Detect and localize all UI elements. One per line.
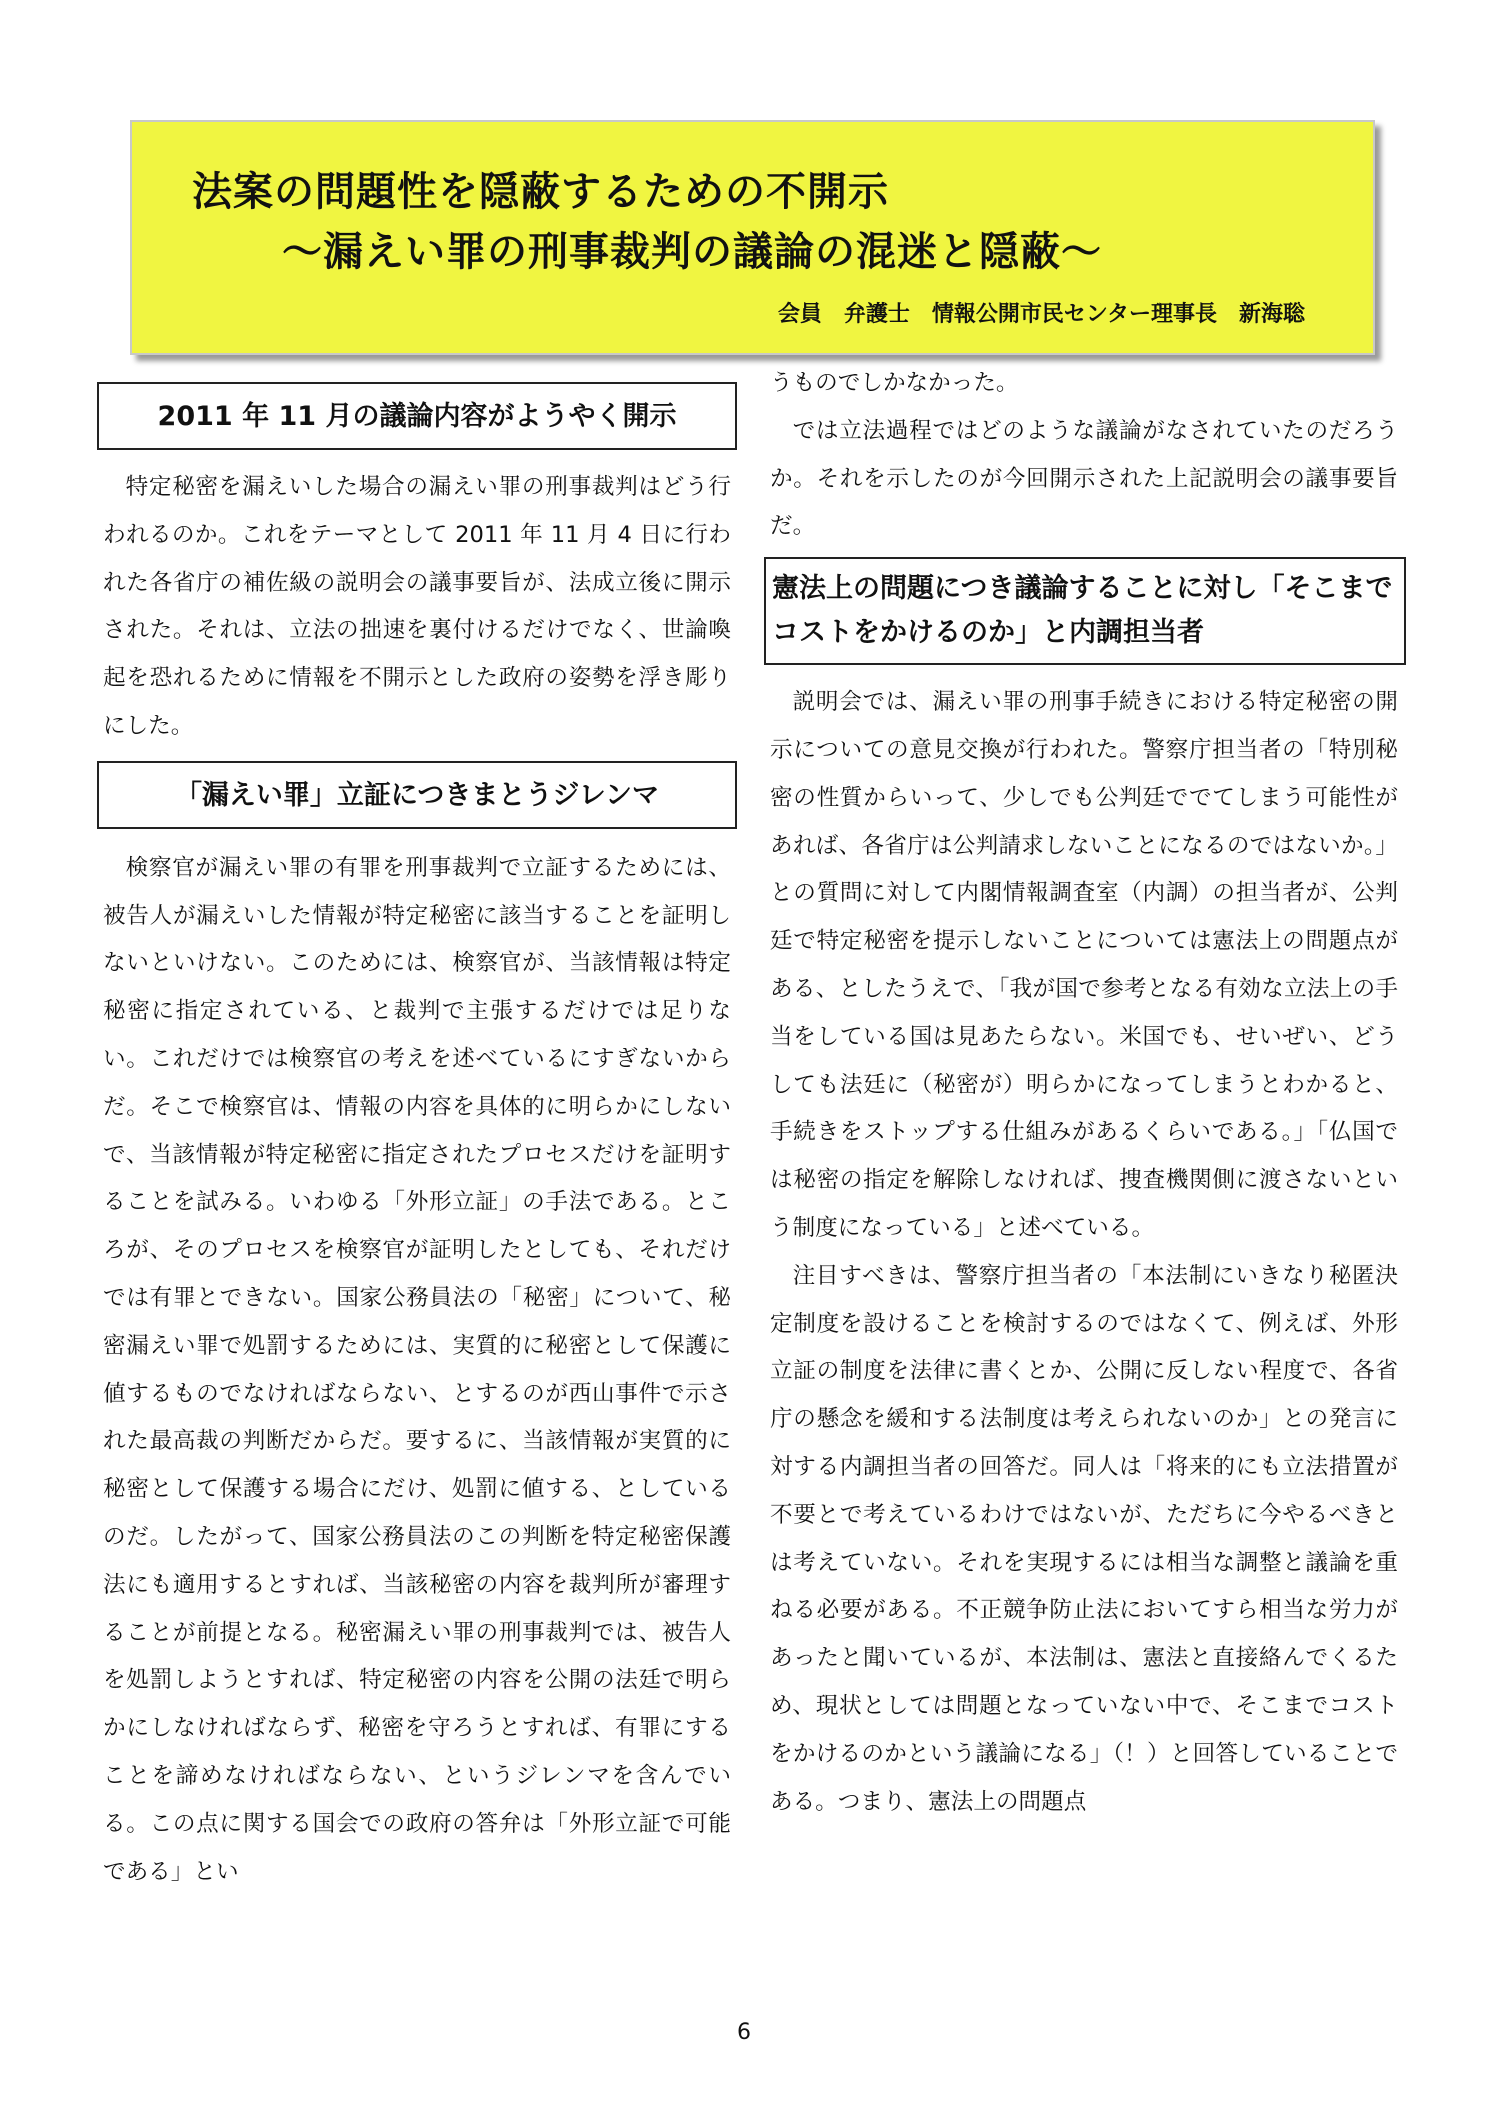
section-heading-dilemma: 「漏えい罪」立証につきまとうジレンマ [97, 761, 737, 829]
section-heading-disclosure: 2011 年 11 月の議論内容がようやく開示 [97, 382, 737, 450]
paragraph-briefing: 説明会では、漏えい罪の刑事手続きにおける特定秘密の開示についての意見交換が行われた。警察庁担当者の「特別秘密の性質からいって、少しでも公判廷ででてしまう可能性があれば、各省庁は公判請求しないことになるのではないか。」との質問に対して内閣情報調査室（内調）の担当者が、公判廷で特定秘密を提示しないことについては憲法上の問題点がある、としたうえで、「我が国で参考となる有効な立法上の手当をしている国は見あたらない。米国でも、せいぜい、どうしても法廷に（秘密が）明らかになってしまうとわかると、手続きをストップする仕組みがあるくらいである。」「仏国では秘密の指定を解除しなければ、捜査機関側に渡さないという制度になっている」と述べている。 [770, 689, 1398, 1241]
author-byline: 会員 弁護士 情報公開市民センター理事長 新海聡 [777, 302, 1305, 327]
right-column [770, 370, 1398, 1826]
article-subtitle: ～漏えい罪の刑事裁判の議論の混迷と隠蔽～ [282, 229, 1102, 275]
paragraph-notable: 注目すべきは、警察庁担当者の「本法制にいきなり秘匿決定制度を設けることを検討するのではなくて、例えば、外形立証の制度を法律に書くとか、公開に反しない程度で、各省庁の懸念を緩和する法制度は考えられないのか」との発言に対する内調担当者の回答だ。同人は「将来的にも立法措置が不要とで考えているわけではないが、ただちに今やるべきとは考えていない。それを実現するには相当な調整と議論を重ねる必要がある。不正競争防止法においてすら相当な労力があったと聞いているが、本法制は、憲法と直接絡んでくるため、現状としては問題となっていない中で、そこまでコストをかけるのかという議論になる」（！）と回答していることである。つまり、憲法上の問題点 [770, 1262, 1398, 1815]
article-title: 法案の問題性を隠蔽するための不開示 [192, 169, 889, 215]
left-column [103, 382, 731, 1896]
page-number: 6 [737, 2020, 751, 2045]
paragraph-continued: うものでしかなかった。 [770, 370, 1019, 396]
paragraph-dilemma: 検察官が漏えい罪の有罪を刑事裁判で立証するためには、被告人が漏えいした情報が特定秘密に該当することを証明しないといけない。このためには、検察官が、当該情報は特定秘密に指定されている、と裁判で主張するだけでは足りない。これだけでは検察官の考えを述べているにすぎないからだ。そこで検察官は、情報の内容を具体的に明らかにしないで、当該情報が特定秘密に指定されたプロセスだけを証明することを試みる。いわゆる「外形立証」の手法である。ところが、そのプロセスを検察官が証明したとしても、それだけでは有罪とできない。国家公務員法の「秘密」について、秘密漏えい罪で処罰するためには、実質的に秘密として保護に値するものでなければならない、とするのが西山事件で示された最高裁の判断だからだ。要するに、当該情報が実質的に秘密として保護する場合にだけ、処罰に値する、としているのだ。したがって、国家公務員法のこの判断を特定秘密保護法にも適用するとすれば、当該秘密の内容を裁判所が審理することが前提となる。秘密漏えい罪の刑事裁判では、被告人を処罰しようとすれば、特定秘密の内容を公開の法廷で明らかにしなければならず、秘密を守ろうとすれば、有罪にすることを諦めなければならない、というジレンマを含んでいる。この点に関する国会での政府の答弁は「外形立証で可能である」とい [103, 854, 731, 1885]
article-title-box [130, 120, 1375, 355]
section-heading-constitution: 憲法上の問題につき議論することに対し「そこまでコストをかけるのか」と内調担当者 [764, 557, 1406, 665]
paragraph-legislative-process: では立法過程ではどのような議論がなされていたのだろうか。それを示したのが今回開示された上記説明会の議事要旨だ。 [770, 417, 1398, 540]
paragraph-intro: 特定秘密を漏えいした場合の漏えい罪の刑事裁判はどう行われるのか。これをテーマとして 2011 年 11 月 4 日に行われた各省庁の補佐級の説明会の議事要旨が、法成立後に開示された。それは、立法の拙速を裏付けるだけでなく、世論喚起を恐れるために情報を不開示とした政府の姿勢を浮き彫りにした。 [103, 474, 731, 739]
